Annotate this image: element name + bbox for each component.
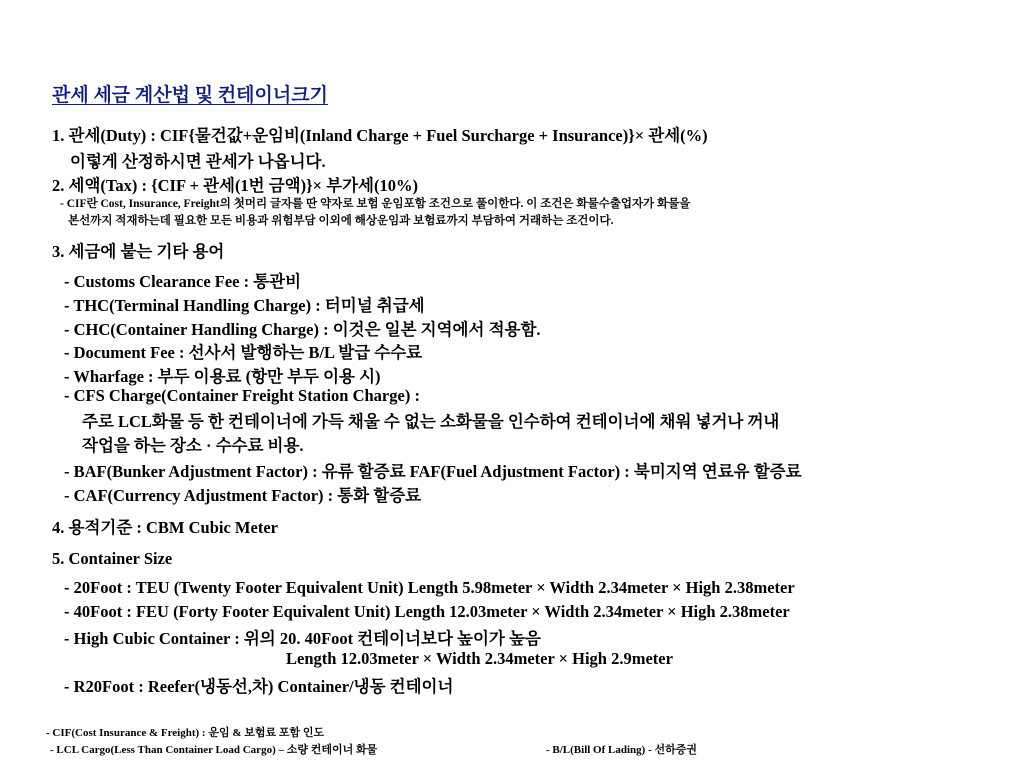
- term-cfs-desc-2: 작업을 하는 장소 · 수수료 비용.: [82, 436, 304, 455]
- term-cfs-charge: - CFS Charge(Container Freight Station Charge) :: [64, 386, 420, 405]
- term-caf: - CAF(Currency Adjustment Factor) : 통화 할증료: [64, 486, 422, 505]
- footer-cif: - CIF(Cost Insurance & Freight) : 운임 & 보험료 포함 인도: [46, 727, 325, 739]
- term-thc: - THC(Terminal Handling Charge) : 터미널 취급세: [64, 296, 425, 315]
- container-20ft: - 20Foot : TEU (Twenty Footer Equivalent Unit) Length 5.98meter × Width 2.34meter × High 2.38meter: [64, 578, 795, 597]
- term-customs-fee: - Customs Clearance Fee : 통관비: [64, 272, 302, 291]
- term-chc: - CHC(Container Handling Charge) : 이것은 일본 지역에서 적용함.: [64, 320, 541, 339]
- term-wharfage: - Wharfage : 부두 이용료 (항만 부두 이용 시): [64, 367, 381, 386]
- duty-note: 이렇게 산정하시면 관세가 나옵니다.: [70, 152, 326, 171]
- terms-heading: 3. 세금에 붙는 기타 용어: [52, 242, 225, 261]
- footer-lcl: - LCL Cargo(Less Than Container Load Cargo) – 소량 컨테이너 화물: [50, 744, 378, 756]
- term-cfs-desc-1: 주로 LCL화물 등 한 컨테이너에 가득 채울 수 없는 소화물을 인수하여 컨테이너에 채워 넣거나 꺼내: [82, 412, 780, 431]
- tax-line: 2. 세액(Tax) : {CIF + 관세(1번 금액)}× 부가세(10%): [52, 176, 418, 195]
- duty-line: 1. 관세(Duty) : CIF{물건값+운임비(Inland Charge + Fuel Surcharge + Insurance)}× 관세(%): [52, 126, 708, 145]
- cif-note-line-1: - CIF란 Cost, Insurance, Freight의 첫머리 글자를 딴 약자로 보험 운임포함 조건으로 풀이한다. 이 조건은 화물수출업자가 화물을: [60, 198, 691, 210]
- page-title: 관세 세금 계산법 및 컨테이너크기: [52, 85, 328, 106]
- container-size-heading: 5. Container Size: [52, 549, 173, 568]
- cif-note-line-2: 본선까지 적재하는데 필요한 모든 비용과 위험부담 이외에 해상운임과 보험료까지 부담하여 거래하는 조건이다.: [68, 215, 614, 227]
- container-high-cubic-dims: Length 12.03meter × Width 2.34meter × High 2.9meter: [286, 649, 673, 668]
- container-r20ft: - R20Foot : Reefer(냉동선,차) Container/냉동 컨테이너: [64, 677, 454, 696]
- volume-basis: 4. 용적기준 : CBM Cubic Meter: [52, 518, 278, 537]
- term-document-fee: - Document Fee : 선사서 발행하는 B/L 발급 수수료: [64, 343, 423, 362]
- footer-bl: - B/L(Bill Of Lading) - 선하증권: [546, 744, 697, 756]
- container-high-cubic: - High Cubic Container : 위의 20. 40Foot 컨테이너보다 높이가 높음: [64, 629, 541, 648]
- term-baf-faf: - BAF(Bunker Adjustment Factor) : 유류 할증료 FAF(Fuel Adjustment Factor) : 북미지역 연료유 할증료: [64, 462, 802, 481]
- container-40ft: - 40Foot : FEU (Forty Footer Equivalent Unit) Length 12.03meter × Width 2.34meter × High 2.38meter: [64, 602, 790, 621]
